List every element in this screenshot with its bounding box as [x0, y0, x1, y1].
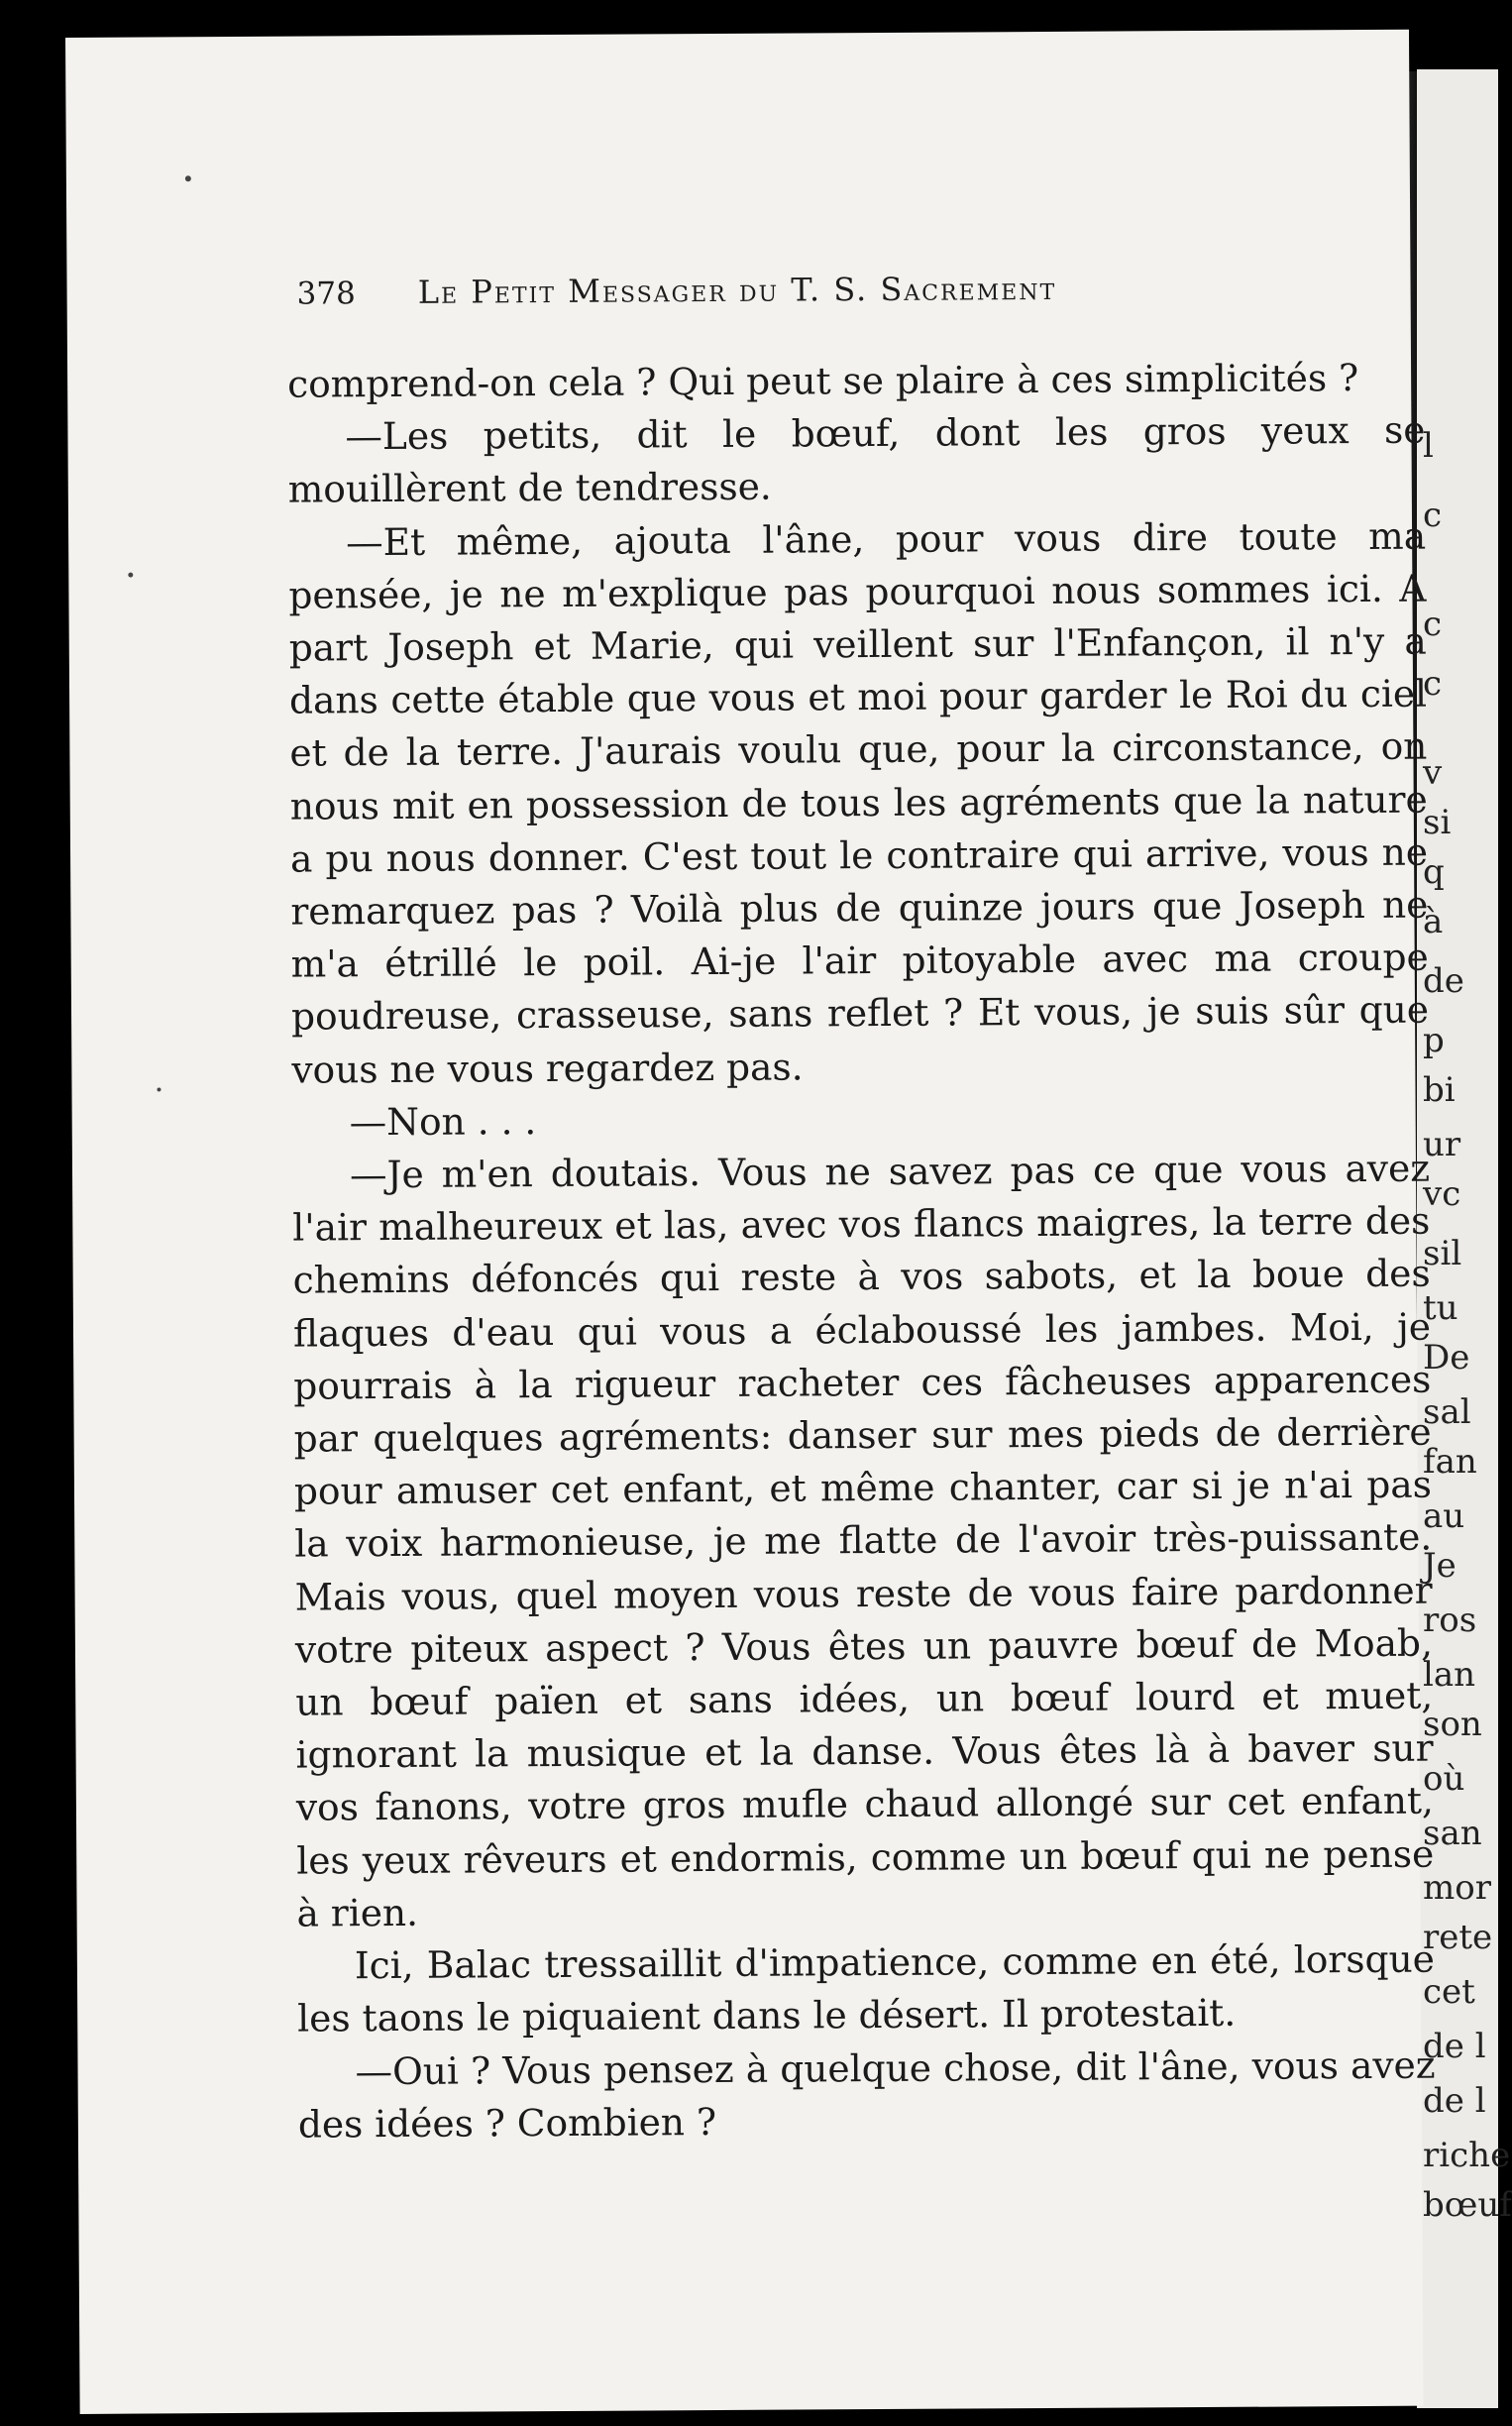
facing-page-fragment: rete: [1423, 1918, 1493, 1957]
running-head: [296, 268, 1287, 311]
facing-page-fragment: ros: [1423, 1600, 1477, 1640]
facing-page-fragment: de: [1423, 961, 1464, 1001]
facing-page-fragment: De: [1423, 1338, 1470, 1378]
facing-page-fragment: sil: [1423, 1234, 1462, 1273]
facing-page-fragment: ur: [1423, 1125, 1461, 1164]
facing-page-fragment: c: [1423, 664, 1443, 704]
paragraph: —Et même, ajouta l'âne, pour vous dire toute ma pensée, je ne m'explique pas pourquoi nous sommes ici. A part Joseph et Marie, qui veillent sur l'Enfançon, il n'y a dans cette étable que vous et moi pour garder le Roi du ciel et de la terre. J'aurais voulu que, pour la circonstance, on nous mit en possession de tous les agréments que la nature a pu nous donner. C'est tout le contraire qui arrive, vous ne remarquez pas ? Voilà plus de quinze jours que Joseph ne m'a étrillé le poil. Ai-je l'air pitoyable avec ma croupe poudreuse, crasseuse, sans reflet ? Et vous, je suis sûr que vous ne vous regardez pas.: [288, 513, 1430, 1092]
paragraph: comprend-on cela ? Qui peut se plaire à ces simplicités ?: [287, 356, 1359, 406]
facing-page-fragment: vc: [1423, 1174, 1461, 1214]
facing-page-fragment: q: [1423, 852, 1445, 892]
paragraph: —Non . . .: [349, 1098, 537, 1145]
facing-page-fragment: cet: [1423, 1972, 1475, 2012]
body-text: [287, 352, 1436, 2151]
paragraph: —Je m'en doutais. Vous ne savez pas ce que vous avez l'air malheureux et las, avec vos flancs maigres, la terre des chemins défoncés qui reste à vos sabots, et la boue des flaques d'eau qui vous a éclaboussé les jambes. Moi, je pourrais à la rigueur racheter ces fâcheuses apparences par quelques agréments: danser sur mes pieds de derrière pour amuser cet enfant, et même chanter, car si je n'ai pas la voix harmonieuse, je me flatte de l'avoir très-puissante. Mais vous, quel moyen vous reste de vous faire pardonner votre piteux aspect ? Vous êtes un pauvre bœuf de Moab, un bœuf païen et sans idées, un bœuf lourd et muet, ignorant la musique et la danse. Vous êtes là à baver sur vos fanons, votre gros mufle chaud allongé sur cet enfant, les yeux rêveurs et endormis, comme un bœuf qui ne pense à rien.: [292, 1146, 1435, 1935]
scan-speck: [128, 573, 133, 578]
facing-page-fragment: si: [1423, 803, 1452, 842]
facing-page-fragment: p: [1423, 1021, 1445, 1060]
facing-page-fragment: sal: [1423, 1392, 1471, 1432]
facing-page-fragment: c: [1423, 496, 1443, 535]
paragraph: —Les petits, dit le bœuf, dont les gros yeux se mouillèrent de tendresse.: [287, 407, 1426, 512]
facing-page-fragment: lan: [1423, 1655, 1476, 1695]
scan-speck: [157, 1087, 161, 1091]
scan-speck: [185, 175, 191, 181]
facing-page-fragment: l: [1423, 426, 1434, 466]
facing-page-fragment: v: [1423, 753, 1443, 793]
facing-page-fragment: de l: [1423, 2027, 1486, 2066]
facing-page-fragment: Je: [1423, 1546, 1457, 1586]
book-page: [65, 30, 1436, 2414]
running-title: Le Petit Messager du T. S. Sacrement: [417, 269, 1057, 311]
facing-page-fragment: tu: [1423, 1288, 1458, 1328]
facing-page-fragment: riche: [1423, 2136, 1511, 2175]
facing-page-fragment: au: [1423, 1496, 1465, 1536]
paragraph: —Oui ? Vous pensez à quelque chose, dit l'âne, vous avez des idées ? Combien ?: [297, 2042, 1436, 2147]
facing-page-fragment: son: [1423, 1705, 1482, 1744]
facing-page-fragment: fan: [1423, 1442, 1477, 1482]
facing-page-fragment: où: [1423, 1759, 1465, 1799]
facing-page-fragment: bœuf: [1423, 2185, 1512, 2225]
facing-page-fragment: de l: [1423, 2081, 1486, 2121]
paragraph: Ici, Balac tressaillit d'impatience, comme en été, lorsque les taons le piquaient dans le désert. Il protestait.: [297, 1936, 1436, 2040]
facing-page-fragment: mor: [1423, 1868, 1491, 1908]
facing-page-fragment: à: [1423, 902, 1444, 941]
facing-page-fragment: bi: [1423, 1070, 1456, 1110]
facing-page-fragment: san: [1423, 1814, 1482, 1853]
facing-page-fragment: c: [1423, 605, 1443, 644]
page-number: 378: [296, 276, 356, 312]
